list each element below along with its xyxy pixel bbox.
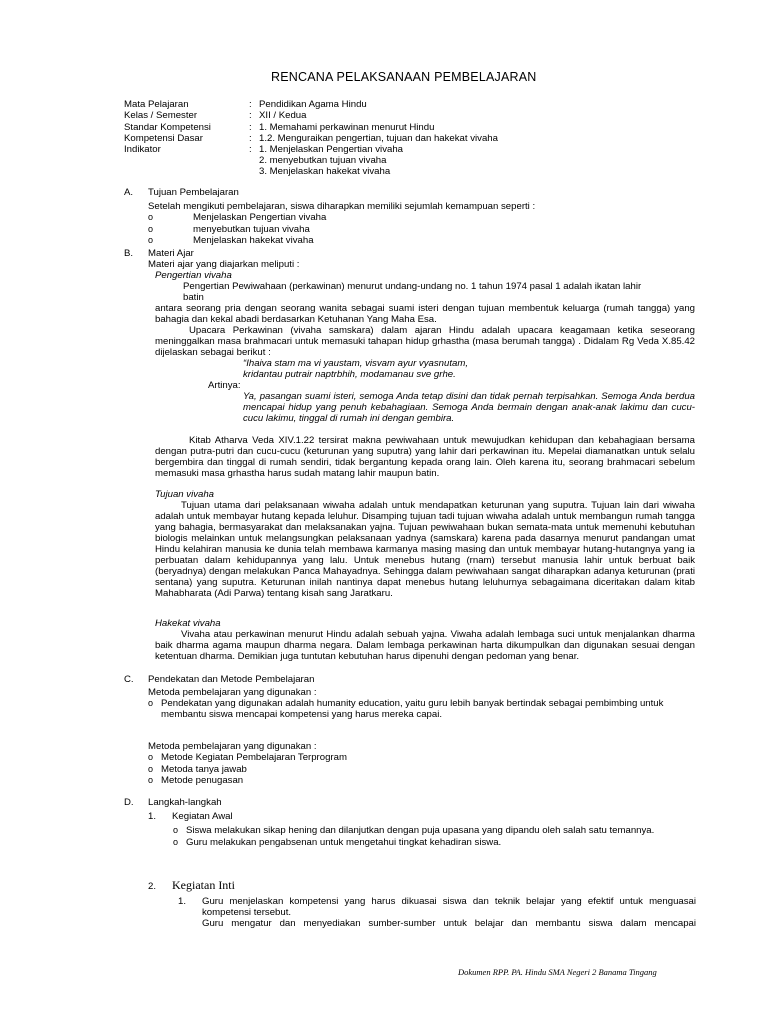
section-letter: C.	[124, 674, 134, 685]
bullet-icon: o	[148, 764, 154, 774]
identity-label: Standar Kompetensi	[124, 122, 211, 133]
step-title: Kegiatan Awal	[172, 811, 233, 822]
step-number: 1.	[148, 811, 157, 822]
list-item: Metode Kegiatan Pembelajaran Terprogram	[161, 752, 347, 763]
section-letter: B.	[124, 248, 134, 259]
paragraph: Guru menjelaskan kompetensi yang harus dikuasai siswa dan teknik belajar yang efektif untuk menguasai kompetensi tersebut.	[202, 896, 696, 918]
identity-value: 1. Menjelaskan Pengertian vivaha	[259, 144, 403, 155]
identity-colon: :	[249, 99, 252, 110]
indicator-item: 2. menyebutkan tujuan vivaha	[259, 155, 387, 166]
verse-line: kridantau putrair naptrbhih, modamanau sve grhe.	[243, 369, 456, 380]
identity-colon: :	[249, 110, 252, 121]
list-item: Metode penugasan	[161, 775, 244, 786]
bullet-icon: o	[173, 825, 179, 835]
section-title: Materi Ajar	[148, 248, 194, 259]
identity-value: XII / Kedua	[259, 110, 307, 121]
identity-value: 1.2. Menguraikan pengertian, tujuan dan hakekat vivaha	[259, 133, 498, 144]
section-title: Pendekatan dan Metode Pembelajaran	[148, 674, 315, 685]
subheading: Pengertian vivaha	[155, 270, 232, 281]
bullet-icon: o	[148, 224, 154, 234]
identity-value: Pendidikan Agama Hindu	[259, 99, 367, 110]
list-item: Menjelaskan hakekat vivaha	[193, 235, 314, 246]
footer-text: Dokumen RPP. PA. Hindu SMA Negeri 2 Banama Tingang	[458, 967, 657, 977]
list-item: Guru melakukan pengabsenan untuk mengetahui tingkat kehadiran siswa.	[186, 837, 502, 848]
identity-label: Indikator	[124, 144, 161, 155]
paragraph: antara seorang pria dengan seorang wanita sebagai suami isteri dengan tujuan membentuk keluarga (rumah tangga) yang bahagia dan kekal abadi berdasarkan Ketuhanan Yang Maha Esa.	[155, 303, 695, 325]
artinya-label: Artinya:	[208, 380, 241, 391]
paragraph: batin	[183, 292, 204, 303]
identity-value: 1. Memahami perkawinan menurut Hindu	[259, 122, 435, 133]
identity-colon: :	[249, 144, 252, 155]
paragraph: Guru mengatur dan menyediakan sumber-sumber untuk belajar dan membantu siswa dalam mencapai	[202, 918, 696, 929]
paragraph: Tujuan utama dari pelaksanaan wiwaha adalah untuk mendapatkan keturunan yang suputra. Tujuan lain dari wiwaha adalah untuk membayar hutang kepada leluhur. Disamping tujuan tadi tujuan wiwaha adalah untuk membangun rumah tangga yang bahagia, bermasyarakat dan melaksanakan yajna. Tujuan pewiwahaan bukan semata-mata untuk memenuhi kebutuhan biologis melainkan untuk melangsungkan pelaksanaan yadnya (samskara) karena pada dasarnya menurut pandangan umat Hindu kelahiran manusia ke dunia telah membawa karmanya masing masing dan untuk membayar hutang-hutangnya yang ia perbuatan dalam kehidupannya yang lalu. Untuk menebus hutang (rnam) tersebut manusia lahir untuk berbuat baik (beryadnya) dengan melakukan Panca Mahayadnya. Sehingga dalam pewiwahaan sangat diharapkan adanya keturunan (prati sentana) yang suputra. Keturunan inilah nantinya dapat menebus hutang leluhurnya sebagaimana diceritakan dalam kitab Mahabharata (Adi Parwa) tentang kisah sang Jaratkaru.	[155, 500, 695, 599]
section-title: Langkah-langkah	[148, 797, 222, 808]
indicator-item: 3. Menjelaskan hakekat vivaha	[259, 166, 391, 177]
list-item: Siswa melakukan sikap hening dan dilanjutkan dengan puja upasana yang dipandu oleh salah satu temannya.	[186, 825, 655, 836]
bullet-icon: o	[148, 752, 154, 762]
list-item: Pendekatan yang digunakan adalah humanity education, yaitu guru lebih banyak bertindak sebagai pembimbing untuk membantu siswa mencapai kompetensi yang harus mereka capai.	[161, 698, 664, 720]
identity-colon: :	[249, 122, 252, 133]
section-intro: Metoda pembelajaran yang digunakan :	[148, 687, 317, 698]
section-intro: Materi ajar yang diajarkan meliputi :	[148, 259, 300, 270]
identity-label: Mata Pelajaran	[124, 99, 189, 110]
paragraph: Vivaha atau perkawinan menurut Hindu adalah sebuah yajna. Viwaha adalah lembaga suci untuk menjalankan dharma baik dharma agama maupun dharma negara. Dalam lembaga perkawinan harta dikumpulkan dan digunakan sesuai dengan ketentuan dharma. Demikian juga tuntutan kebutuhan harus dipenuhi dengan pedoman yang benar.	[155, 629, 695, 662]
subheading: Tujuan vivaha	[155, 489, 215, 500]
bullet-icon: o	[148, 775, 154, 785]
identity-colon: :	[249, 133, 252, 144]
section-letter: D.	[124, 797, 134, 808]
bullet-icon: o	[148, 698, 154, 708]
list-item: Metoda tanya jawab	[161, 764, 247, 775]
identity-label: Kelas / Semester	[124, 110, 198, 121]
section-intro: Metoda pembelajaran yang digunakan :	[148, 741, 317, 752]
bullet-icon: o	[148, 212, 154, 222]
step-number: 2.	[148, 881, 157, 892]
identity-label: Kompetensi Dasar	[124, 133, 203, 144]
subheading: Hakekat vivaha	[155, 618, 221, 629]
paragraph: Kitab Atharva Veda XIV.1.22 tersirat makna pewiwahaan untuk mewujudkan kehidupan dan kebahagiaan bersama dengan putra-putri dan cucu-cucu (keturunan yang suputra) yang lahir dari perkawinan itu. Mepelai diamanatkan untuk selalu bergembira dan tinggal di rumah sendiri, tidak bergantung kepada orang lain. Oleh karena itu, seorang brahmacari sebelum memasuki masa grhastha harus sudah matang lahir maupun batin.	[155, 435, 695, 479]
paragraph: Upacara Perkawinan (vivaha samskara) dalam ajaran Hindu adalah upacara keagamaan ketika seseorang meninggalkan masa brahmacari untuk memasuki tahapan hidup grhastha (masa berumah tangga) . Didalam Rg Veda X.85.42 dijelaskan sebagai berikut :	[155, 325, 695, 358]
bullet-icon: o	[148, 235, 154, 245]
list-item: menyebutkan tujuan vivaha	[193, 224, 310, 235]
section-letter: A.	[124, 187, 134, 198]
list-item: Menjelaskan Pengertian vivaha	[193, 212, 327, 223]
section-intro: Setelah mengikuti pembelajaran, siswa diharapkan memiliki sejumlah kemampuan seperti :	[148, 201, 536, 212]
page-title: RENCANA PELAKSANAAN PEMBELAJARAN	[271, 70, 537, 84]
verse-line: “Ihaiva stam ma vi yaustam, visvam ayur vyasnutam,	[243, 358, 468, 369]
step-number: 1.	[178, 896, 187, 907]
translation: Ya, pasangan suami isteri, semoga Anda tetap disini dan tidak pernah terpisahkan. Semoga Anda berdua mencapai hidup yang penuh kebahagiaan. Semoga Anda bermain dengan anak-anak lakimu dan cucu-cucu lakimu, tinggal di rumah ini dengan gembira.	[243, 391, 695, 424]
step-title: Kegiatan Inti	[172, 878, 235, 892]
paragraph: Pengertian Pewiwahaan (perkawinan) menurut undang-undang no. 1 tahun 1974 pasal 1 adalah ikatan lahir	[183, 281, 642, 292]
section-title: Tujuan Pembelajaran	[148, 187, 239, 198]
bullet-icon: o	[173, 837, 179, 847]
